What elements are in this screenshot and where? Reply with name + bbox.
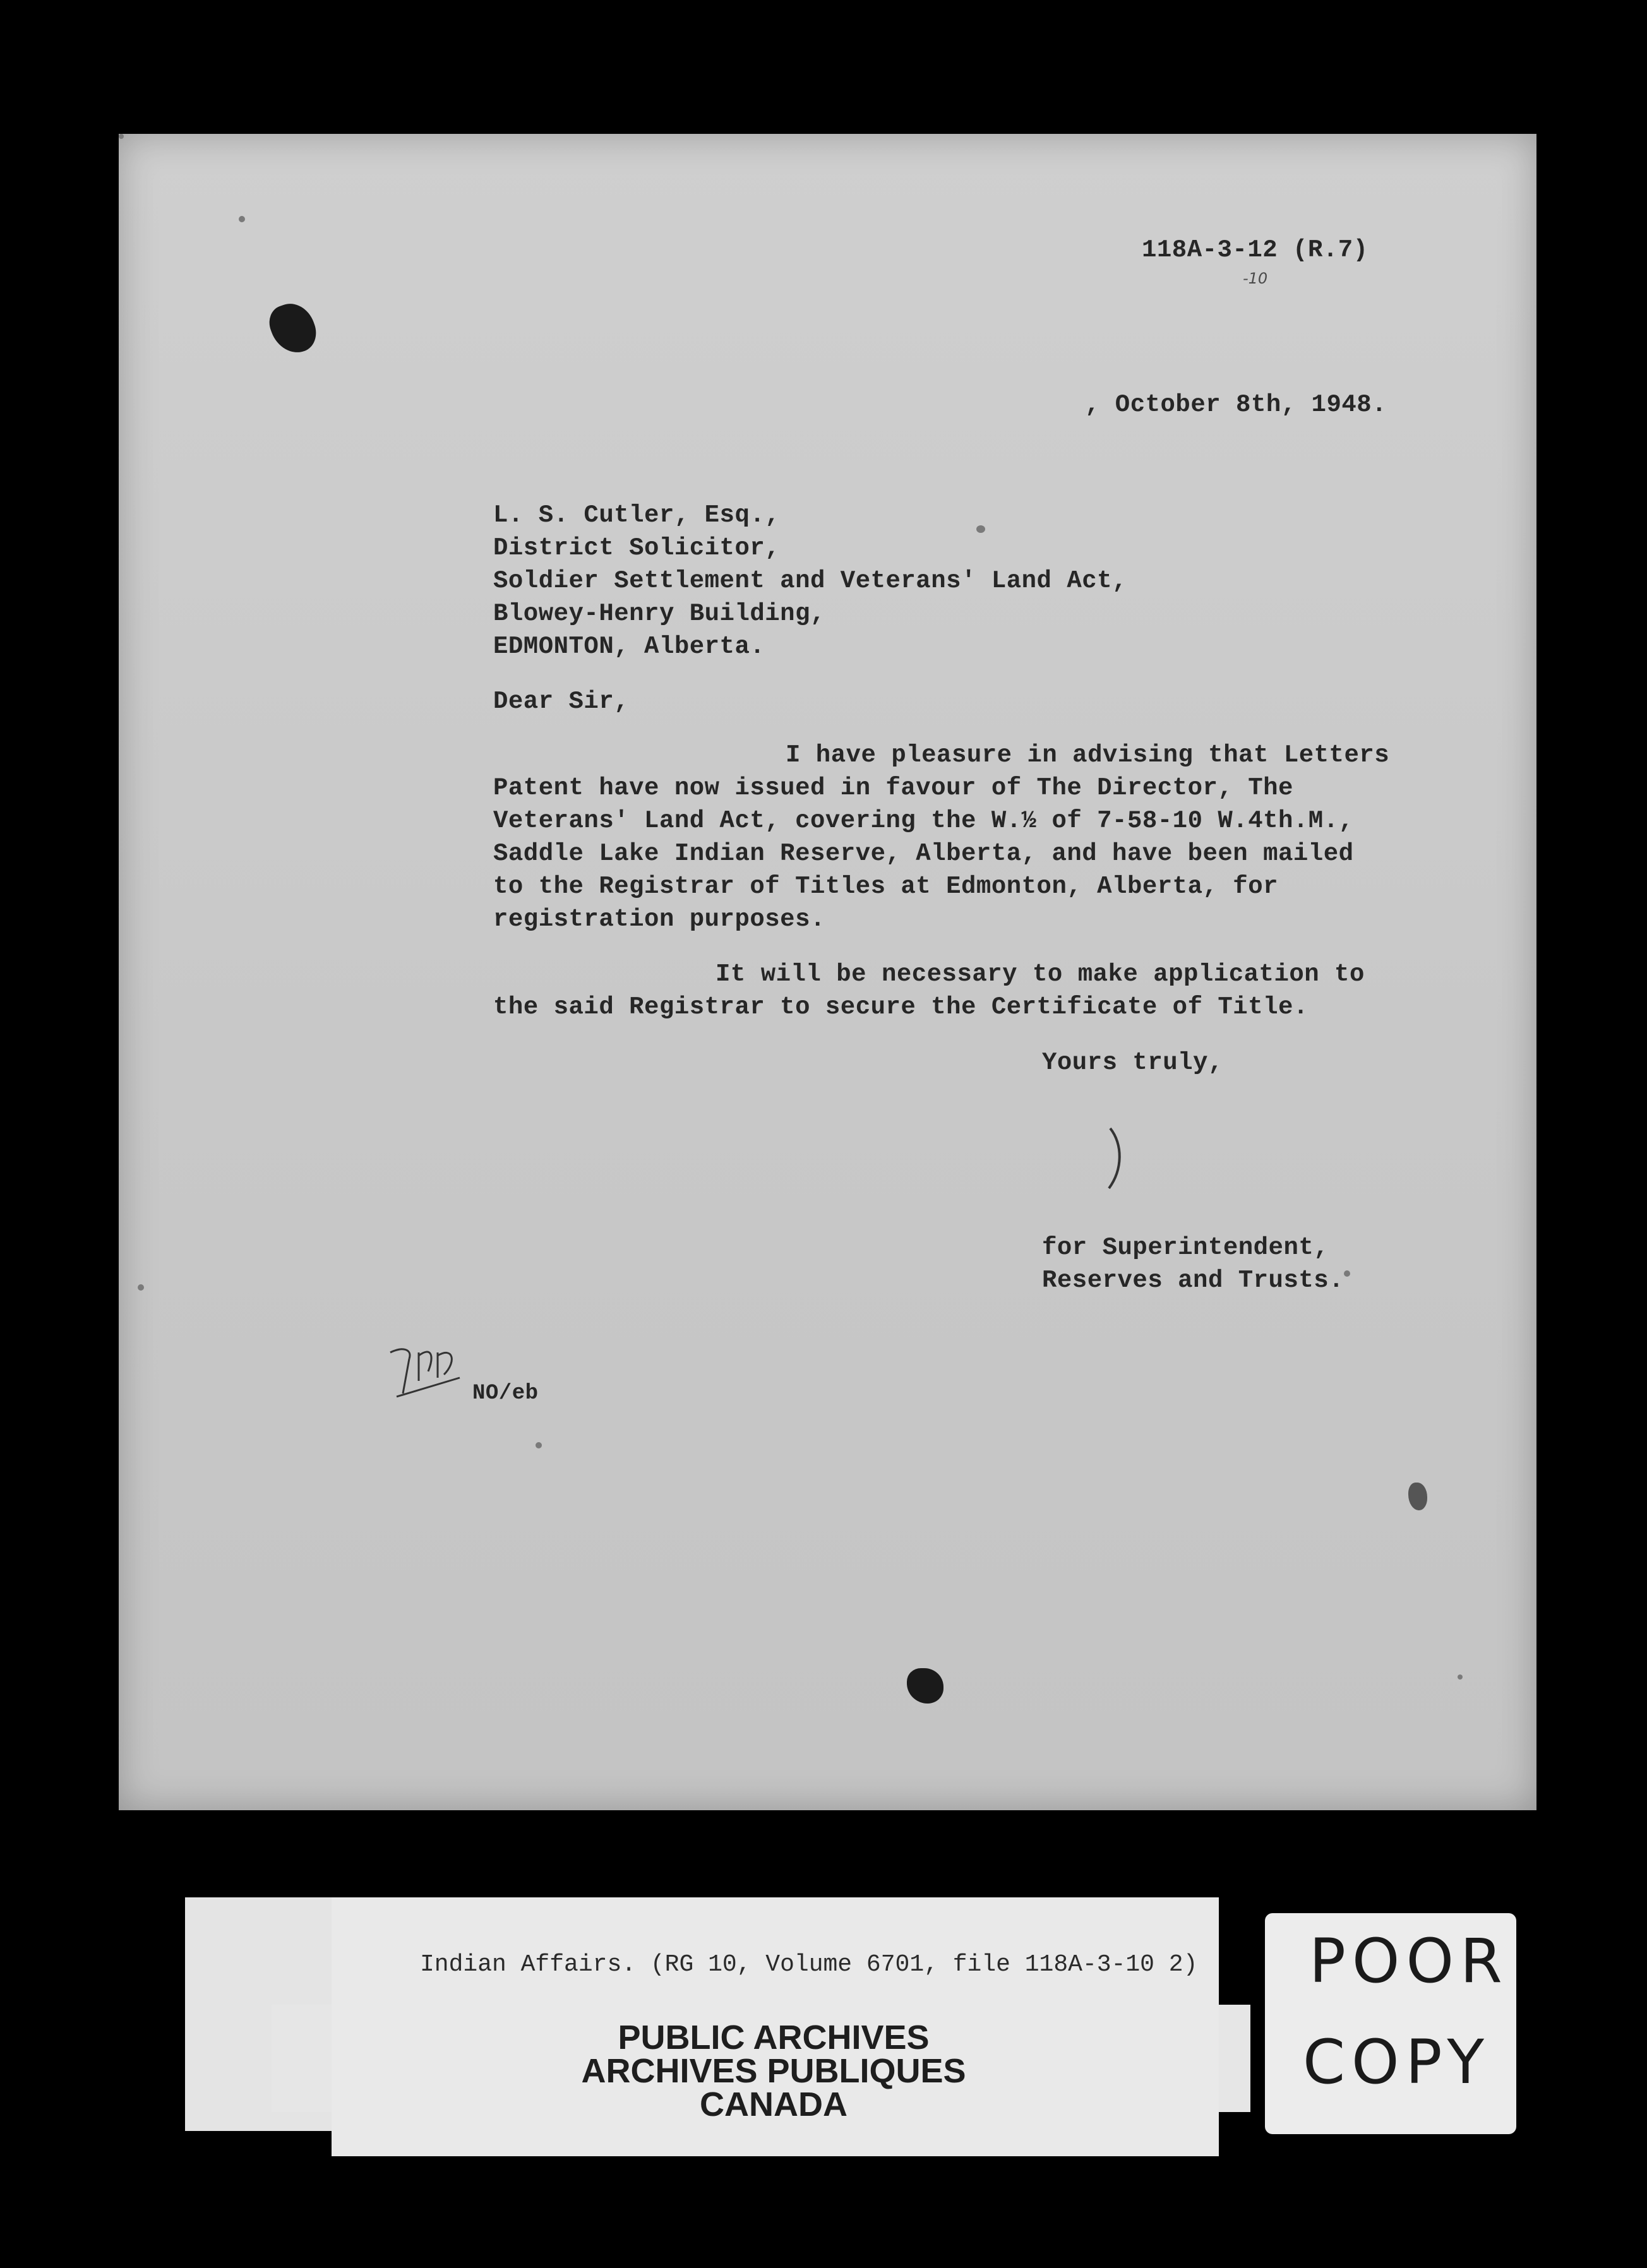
letter-date: , October 8th, 1948.: [1085, 391, 1387, 419]
paragraph-line: to the Registrar of Titles at Edmonton, Alberta, for: [493, 873, 1278, 900]
speck: [976, 525, 985, 533]
ink-blot-top-left: [264, 297, 321, 359]
address-line: District Solicitor,: [493, 534, 781, 562]
speck: [536, 1442, 542, 1448]
ink-blot-bottom: [907, 1668, 943, 1704]
archive-title-line: CANADA: [700, 2086, 847, 2123]
poor-copy-line: COPY: [1303, 2027, 1491, 2098]
speck: [119, 134, 124, 139]
archive-label: [332, 1897, 1219, 2156]
ink-blot-right: [1408, 1483, 1427, 1510]
closing: Yours truly,: [1042, 1049, 1223, 1077]
poor-copy-line: POOR: [1309, 1926, 1509, 1996]
archive-reference: Indian Affairs. (RG 10, Volume 6701, file 118A-3-10 2): [420, 1951, 1198, 1978]
address-line: L. S. Cutler, Esq.,: [493, 501, 781, 529]
paragraph-line: the said Registrar to secure the Certificate of Title.: [493, 993, 1309, 1021]
paragraph-line: registration purposes.: [493, 905, 825, 933]
file-reference: 118A-3-12 (R.7): [1142, 236, 1369, 264]
signature-mark: [1104, 1125, 1129, 1195]
speck: [1344, 1270, 1350, 1277]
handwritten-initials: [384, 1334, 479, 1403]
speck: [239, 216, 245, 222]
address-line: Blowey-Henry Building,: [493, 600, 825, 628]
file-reference-note: -10: [1243, 270, 1268, 287]
speck: [1458, 1674, 1463, 1680]
paragraph-line: Saddle Lake Indian Reserve, Alberta, and have been mailed: [493, 840, 1354, 868]
typist-initials: NO/eb: [472, 1382, 539, 1406]
speck: [138, 1284, 144, 1291]
paragraph-line: I have pleasure in advising that Letters: [786, 741, 1390, 769]
salutation: Dear Sir,: [493, 688, 630, 715]
letter-page: [119, 134, 1536, 1810]
poor-copy-stamp: [1265, 1913, 1516, 2134]
archive-title-line: PUBLIC ARCHIVES: [618, 2019, 930, 2056]
archive-title-line: ARCHIVES PUBLIQUES: [581, 2052, 966, 2090]
address-line: Soldier Settlement and Veterans' Land Act,: [493, 567, 1127, 595]
paragraph-line: Patent have now issued in favour of The Director, The: [493, 774, 1293, 802]
signature-line: Reserves and Trusts.: [1042, 1267, 1345, 1294]
signature-line: for Superintendent,: [1042, 1234, 1329, 1262]
paragraph-line: It will be necessary to make application to: [716, 960, 1365, 988]
address-line: EDMONTON, Alberta.: [493, 633, 765, 660]
paragraph-line: Veterans' Land Act, covering the W.½ of 7-58-10 W.4th.M.,: [493, 807, 1354, 835]
